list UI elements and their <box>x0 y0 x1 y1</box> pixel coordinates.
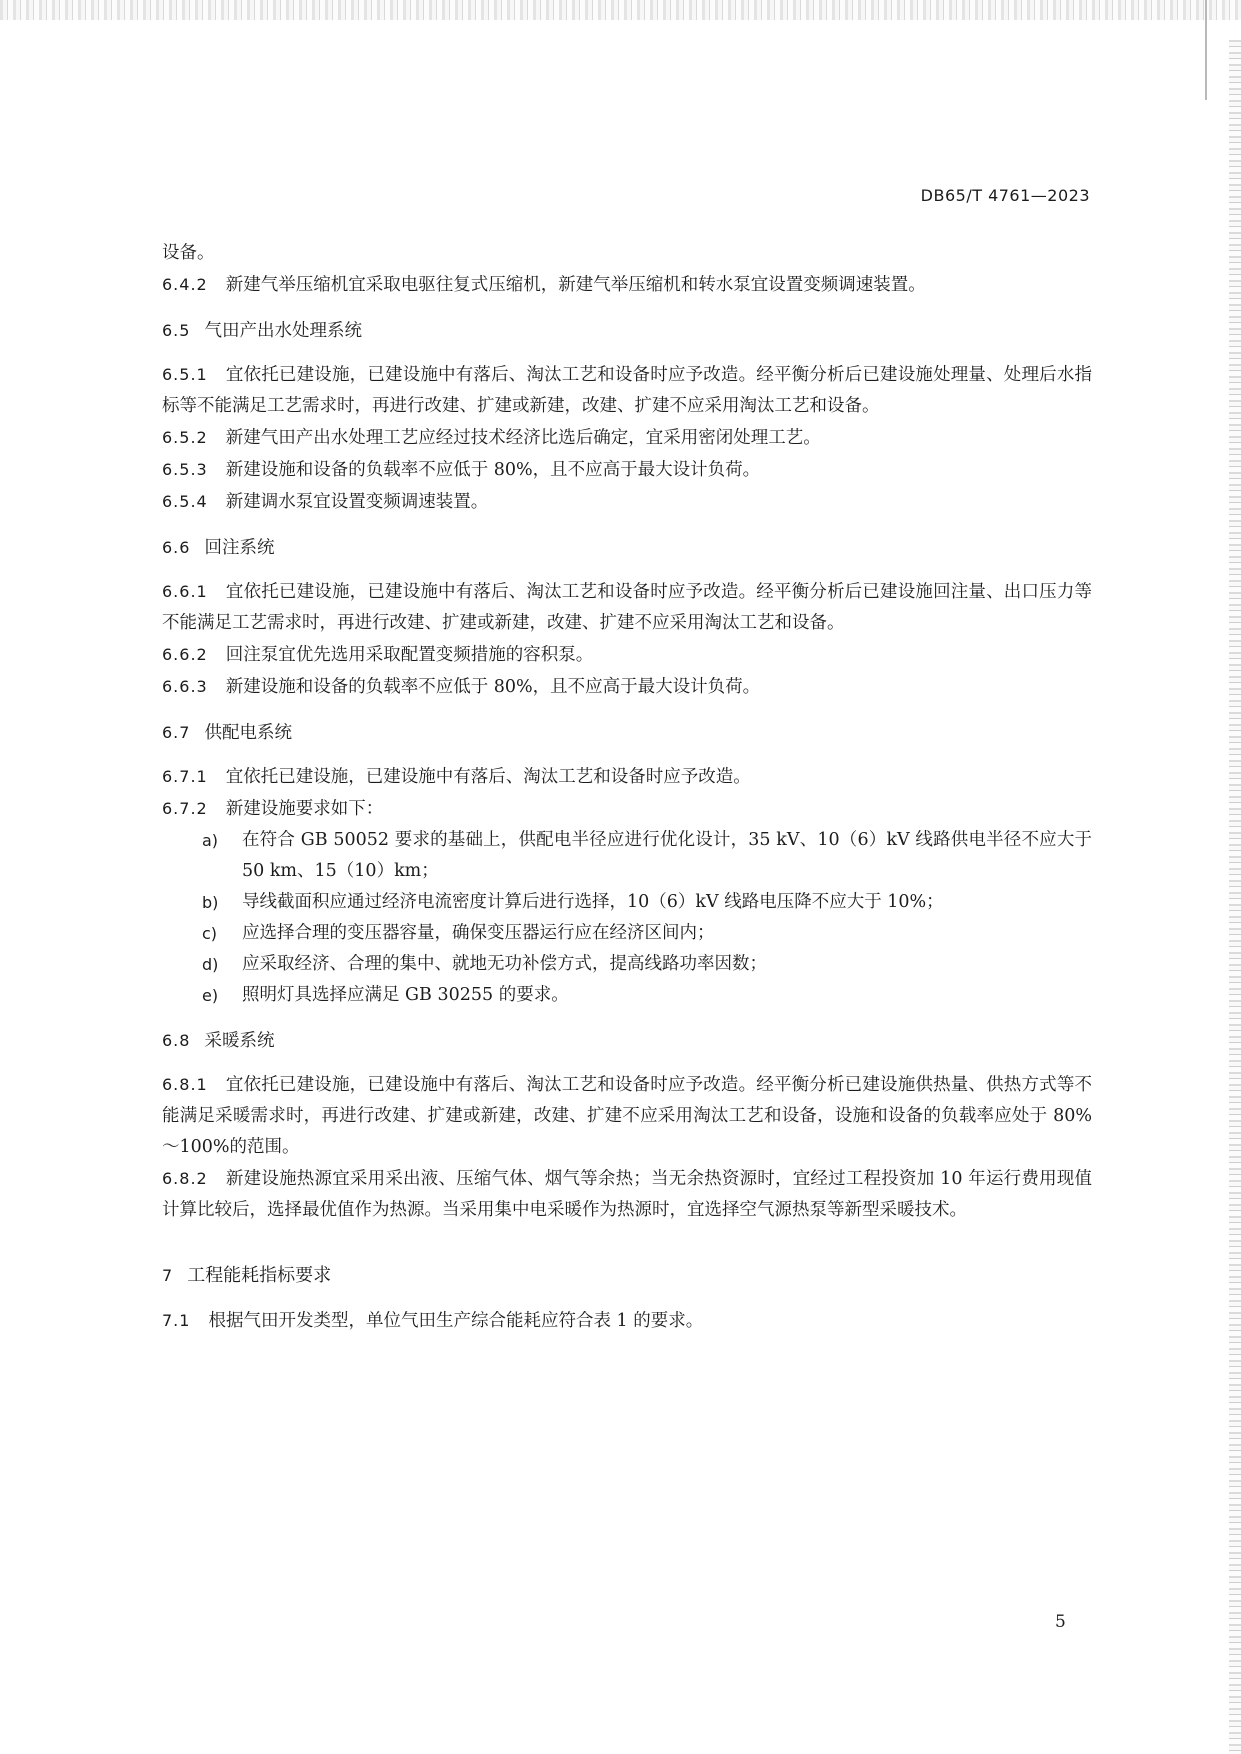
heading-6-6 <box>162 532 1092 564</box>
clause-6-8-1 <box>162 1069 1092 1163</box>
page-number: 5 <box>1055 1612 1066 1632</box>
heading-title: 采暖系统 <box>204 1031 275 1051</box>
heading-title: 回注系统 <box>204 538 275 558</box>
clause-number: 6.8.1 <box>162 1075 208 1094</box>
clause-text: 宜依托已建设施，已建设施中有落后、淘汰工艺和设备时应予改造。经平衡分析已建设施供热量、供热方式等不能满足采暖需求时，再进行改建、扩建或新建，改建、扩建不应采用淘汰工艺和设备，设施和设备的负载率应处于 80%～100%的范围。 <box>162 1075 1092 1157</box>
clause-text: 回注泵宜优先选用采取配置变频措施的容积泵。 <box>225 645 594 665</box>
list-item <box>202 887 1092 918</box>
heading-number: 6.7 <box>162 723 191 742</box>
list-item-text: 在符合 GB 50052 要求的基础上，供配电半径应进行优化设计，35 kV、10（6）kV 线路供电半径不应大于 50 km、15（10）km； <box>242 830 1092 881</box>
clause-number: 6.6.1 <box>162 582 208 601</box>
clause-number: 6.7.2 <box>162 799 208 818</box>
clause-6-5-4 <box>162 486 1092 518</box>
heading-title: 供配电系统 <box>204 723 292 743</box>
clause-6-8-2 <box>162 1163 1092 1226</box>
list-item-text: 应选择合理的变压器容量，确保变压器运行应在经济区间内； <box>242 923 715 943</box>
list-item <box>202 949 1092 980</box>
list-item-label: d) <box>202 955 219 974</box>
clause-text: 宜依托已建设施，已建设施中有落后、淘汰工艺和设备时应予改造。 <box>225 767 751 787</box>
clause-text: 新建设施和设备的负载率不应低于 80%，且不应高于最大设计负荷。 <box>225 460 761 480</box>
clause-6-7-1 <box>162 761 1092 793</box>
list-item-label: c) <box>202 924 218 943</box>
heading-7 <box>162 1260 1092 1291</box>
clause-text: 宜依托已建设施，已建设施中有落后、淘汰工艺和设备时应予改造。经平衡分析后已建设施处理量、处理后水指标等不能满足工艺需求时，再进行改建、扩建或新建，改建、扩建不应采用淘汰工艺和设备。 <box>162 365 1092 416</box>
clause-7-1 <box>162 1305 1092 1337</box>
list-item-label: e) <box>202 986 219 1005</box>
scan-artifact-line <box>1205 0 1207 100</box>
list-item-text: 应采取经济、合理的集中、就地无功补偿方式，提高线路功率因数； <box>242 954 767 974</box>
clause-number: 6.5.2 <box>162 428 208 447</box>
clause-number: 6.5.4 <box>162 492 208 511</box>
clause-number: 6.5.3 <box>162 460 208 479</box>
clause-6-5-2 <box>162 422 1092 454</box>
clause-6-6-3 <box>162 671 1092 703</box>
clause-text: 新建气田产出水处理工艺应经过技术经济比选后确定，宜采用密闭处理工艺。 <box>225 428 821 448</box>
clause-number: 6.5.1 <box>162 365 208 384</box>
document-code: DB65/T 4761—2023 <box>920 186 1090 205</box>
paragraph-6-4-2-continuation: 设备。 <box>162 243 215 263</box>
clause-text: 新建气举压缩机宜采取电驱往复式压缩机，新建气举压缩机和转水泵宜设置变频调速装置。 <box>225 275 926 295</box>
clause-6-5-1 <box>162 359 1092 422</box>
clause-6-4-2 <box>162 269 1092 301</box>
clause-6-6-1 <box>162 576 1092 639</box>
clause-text: 新建设施要求如下： <box>225 799 384 819</box>
heading-6-7 <box>162 717 1092 749</box>
list-item-label: b) <box>202 893 219 912</box>
clause-6-6-2 <box>162 639 1092 671</box>
scan-artifact-top <box>0 0 1241 20</box>
heading-6-5 <box>162 315 1092 347</box>
heading-number: 6.8 <box>162 1031 191 1050</box>
clause-text: 新建设施和设备的负载率不应低于 80%，且不应高于最大设计负荷。 <box>225 677 761 697</box>
clause-number: 6.6.3 <box>162 677 208 696</box>
clause-text: 新建调水泵宜设置变频调速装置。 <box>225 492 489 512</box>
clause-6-7-2 <box>162 793 1092 825</box>
list-item-text: 照明灯具选择应满足 GB 30255 的要求。 <box>242 985 569 1005</box>
clause-6-5-3 <box>162 454 1092 486</box>
heading-title: 工程能耗指标要求 <box>187 1265 332 1286</box>
heading-6-8 <box>162 1025 1092 1057</box>
list-item-label: a) <box>202 831 219 850</box>
heading-title: 气田产出水处理系统 <box>204 321 362 341</box>
list-item <box>202 918 1092 949</box>
clause-number: 6.8.2 <box>162 1169 208 1188</box>
document-body <box>162 238 1092 1337</box>
heading-number: 7 <box>162 1266 174 1285</box>
requirements-list <box>202 825 1092 1011</box>
list-item-text: 导线截面积应通过经济电流密度计算后进行选择，10（6）kV 线路电压降不应大于 10%； <box>242 892 944 912</box>
clause-text: 根据气田开发类型，单位气田生产综合能耗应符合表 1 的要求。 <box>208 1311 704 1331</box>
clause-number: 6.7.1 <box>162 767 208 786</box>
clause-text: 新建设施热源宜采用采出液、压缩气体、烟气等余热；当无余热资源时，宜经过工程投资加 10 年运行费用现值计算比较后，选择最优值作为热源。当采用集中电采暖作为热源时，宜选择空气源热泵等新型采暖技术。 <box>162 1169 1092 1220</box>
list-item <box>202 980 1092 1011</box>
clause-number: 7.1 <box>162 1311 191 1330</box>
heading-number: 6.6 <box>162 538 191 557</box>
heading-number: 6.5 <box>162 321 191 340</box>
scan-artifact-right <box>1229 40 1241 1754</box>
list-item <box>202 825 1092 887</box>
clause-number: 6.4.2 <box>162 275 208 294</box>
clause-number: 6.6.2 <box>162 645 208 664</box>
clause-text: 宜依托已建设施，已建设施中有落后、淘汰工艺和设备时应予改造。经平衡分析后已建设施回注量、出口压力等不能满足工艺需求时，再进行改建、扩建或新建，改建、扩建不应采用淘汰工艺和设备。 <box>162 582 1092 633</box>
